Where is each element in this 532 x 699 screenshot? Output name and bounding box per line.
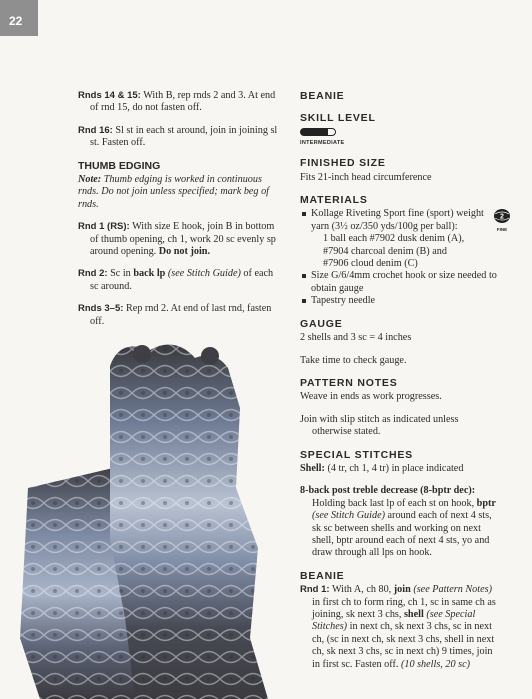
beanie-heading: BEANIE bbox=[300, 90, 345, 102]
yarn-weight-label: FINE bbox=[496, 227, 508, 233]
yarn-color: #7904 charcoal denim (B) and bbox=[323, 245, 447, 257]
rnds-3-5-text: Rep rnd 2. At end of last rnd, fasten off. bbox=[90, 303, 272, 327]
beanie-rnd-1-shell: shell bbox=[403, 609, 424, 620]
material-yarn: Kollage Riveting Sport fine (sport) weight yarn (3½ oz/350 yds/100g per ball): bbox=[311, 208, 484, 232]
rnd-16-text: Sl st in each st around, join in joining sl st. Fasten off. bbox=[90, 124, 278, 149]
pattern-notes-heading: PATTERN NOTES bbox=[300, 376, 398, 389]
mitts-photo bbox=[0, 338, 290, 699]
pattern-note-2: Join with slip stitch as indicated unless otherwise stated. bbox=[300, 413, 459, 438]
beanie-instructions-heading: BEANIE bbox=[300, 569, 345, 582]
gauge-text: 2 shells and 3 sc = 4 inches bbox=[300, 332, 412, 344]
rnds-14-15-text: With B, rep rnds 2 and 3. At end of rnd 15, do not fasten off. bbox=[90, 90, 276, 114]
note-label: Note: bbox=[78, 174, 102, 186]
rnd-2-pre: Sc in bbox=[110, 268, 131, 280]
material-item: Size G/6/4mm crochet hook or size needed to obtain gauge bbox=[300, 270, 500, 295]
yarn-color: #7906 cloud denim (C) bbox=[323, 258, 418, 270]
bptr-definition bbox=[300, 485, 500, 559]
beanie-rnd-1-shell-note: (see Special Stitches) bbox=[312, 609, 476, 633]
rnd-2-italic: (see Stitch Guide) bbox=[167, 268, 241, 280]
bptr-label: 8-back post treble decrease (8-bptr dec): bbox=[300, 485, 476, 497]
shell-definition bbox=[300, 463, 500, 475]
skill-segment bbox=[300, 128, 309, 136]
skill-segment bbox=[309, 128, 318, 136]
rnd-1-label: Rnd 1 (RS): bbox=[78, 221, 130, 233]
skill-level-heading: SKILL LEVEL bbox=[300, 112, 376, 125]
materials-heading: MATERIALS bbox=[300, 194, 368, 207]
pattern-note-1: Weave in ends as work progresses. bbox=[300, 391, 442, 403]
beanie-rnd-1-label: Rnd 1: bbox=[300, 584, 330, 596]
beanie-rnd-1-b: in first ch to form ring, ch 1, sc in same ch as joining, sk next 3 chs, bbox=[312, 596, 496, 620]
finger-edge bbox=[133, 345, 151, 363]
skill-level-icon bbox=[300, 128, 500, 136]
rnd-2-post: of each sc around. bbox=[90, 268, 274, 292]
material-item: Tapestry needle bbox=[300, 295, 500, 307]
rnds-3-5 bbox=[78, 303, 283, 328]
rnd-16-label: Rnd 16: bbox=[78, 124, 113, 136]
rnd-2-label: Rnd 2: bbox=[78, 268, 108, 280]
shell-text: (4 tr, ch 1, 4 tr) in place indicated bbox=[327, 462, 464, 474]
left-column bbox=[78, 90, 283, 338]
rnd-16 bbox=[78, 125, 283, 150]
materials-block bbox=[300, 208, 508, 307]
beanie-rnd-1-join: join bbox=[393, 584, 411, 596]
beanie-rnd-1 bbox=[300, 584, 500, 671]
material-item bbox=[300, 208, 500, 270]
shell-label: Shell: bbox=[300, 462, 325, 474]
skill-level-label: INTERMEDIATE bbox=[300, 139, 345, 146]
beanie-rnd-1-c: in next ch, sk next 3 chs, sc in next ch, (sc in next ch, sk next 3 chs, shell in next ch, sk next 3 chs, sc in next ch) 9 times, join in first sc. Fasten off. bbox=[312, 621, 495, 670]
special-stitches-heading: SPECIAL STITCHES bbox=[300, 448, 413, 461]
front-mitt-texture bbox=[110, 345, 268, 699]
thumb-tip bbox=[201, 347, 219, 365]
skill-segment bbox=[327, 128, 336, 136]
bptr-bold: bptr bbox=[476, 497, 496, 509]
bptr-italic: (see Stitch Guide) bbox=[312, 510, 385, 522]
note-text: Thumb edging is worked in continuous rnds. Do not join unless specified; mark beg of rnds. bbox=[78, 174, 269, 210]
page-number: 22 bbox=[0, 0, 38, 36]
gauge-heading: GAUGE bbox=[300, 317, 343, 330]
rnds-14-15-label: Rnds 14 & 15: bbox=[78, 90, 141, 101]
finished-size-text: Fits 21-inch head circumference bbox=[300, 171, 432, 183]
rnd-1-text: With size E hook, join B in bottom of thumb opening, ch 1, work 20 sc evenly sp around opening. bbox=[90, 221, 276, 258]
finished-size-heading: FINISHED SIZE bbox=[300, 157, 386, 170]
rnds-3-5-label: Rnds 3–5: bbox=[78, 303, 124, 315]
right-column bbox=[300, 90, 508, 681]
beanie-rnd-1-join-note: (see Pattern Notes) bbox=[413, 584, 492, 596]
thumb-note bbox=[78, 174, 283, 211]
rnd-1 bbox=[78, 221, 283, 258]
beanie-rnd-1-a: With A, ch 80, bbox=[331, 584, 392, 596]
rnd-2 bbox=[78, 268, 283, 293]
beanie-rnd-1-count: (10 shells, 20 sc) bbox=[400, 658, 470, 670]
gauge-check: Take time to check gauge. bbox=[300, 354, 407, 366]
bptr-pre: Holding back last lp of each st on hook, bbox=[312, 497, 475, 509]
thumb-edging-heading: THUMB EDGING bbox=[78, 159, 161, 172]
bptr-post: around each of next 4 sts, sk sc between shells and working on next shell, bptr around each of next 4 sts, yo and draw through all lps on hook. bbox=[312, 510, 492, 559]
skill-segment bbox=[318, 128, 327, 136]
yarn-weight-number: 2 bbox=[500, 213, 504, 221]
rnd-1-bold: Do not join. bbox=[158, 246, 210, 258]
materials-list bbox=[300, 208, 500, 307]
rnd-2-bold: back lp bbox=[133, 268, 166, 280]
yarn-color: 1 ball each #7902 dusk denim (A), bbox=[323, 233, 465, 245]
rnds-14-15 bbox=[78, 90, 283, 115]
